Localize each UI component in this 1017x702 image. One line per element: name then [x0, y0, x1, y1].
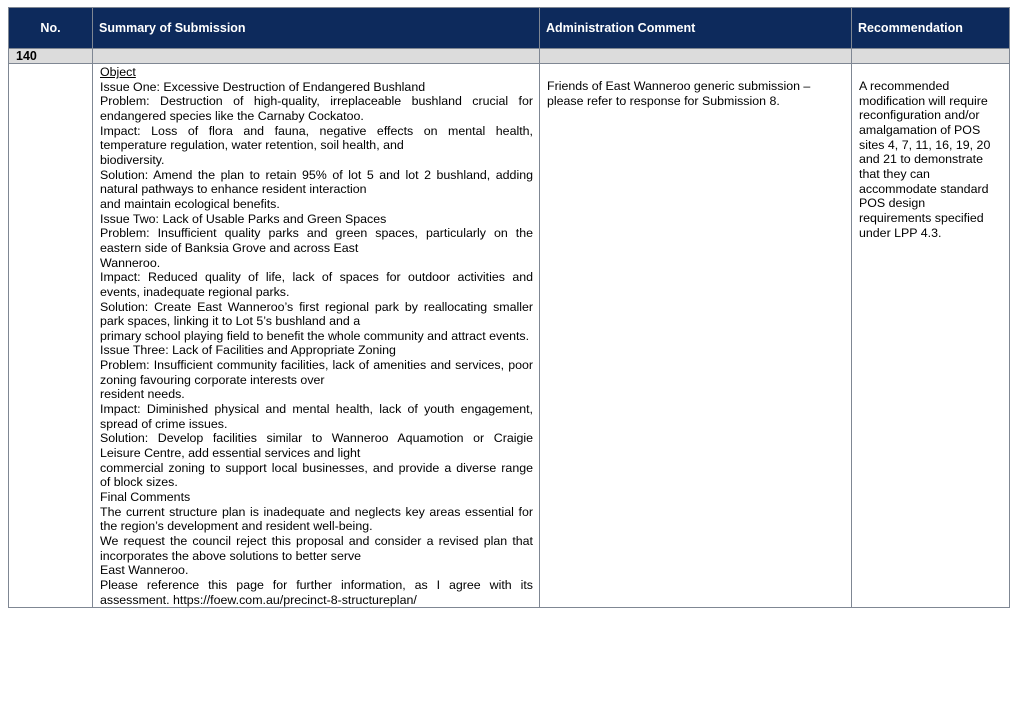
summary-line: The current structure plan is inadequate and neglects key areas essential for	[100, 504, 533, 519]
summary-line: assessment. https://foew.com.au/precinct-8-structureplan/	[100, 592, 417, 607]
no-cell	[9, 64, 93, 608]
submissions-table	[8, 7, 1010, 608]
summary-line: natural pathways to enhance resident interaction	[100, 182, 367, 197]
summary-line: Problem: Insufficient quality parks and green spaces, particularly on the	[100, 226, 533, 241]
summary-line: Issue Two: Lack of Usable Parks and Green Spaces	[100, 211, 387, 226]
recommendation-line: amalgamation of POS	[859, 122, 981, 137]
header-no: No.	[9, 8, 93, 49]
summary-line: and maintain ecological benefits.	[100, 196, 280, 211]
header-admin-comment: Administration Comment	[540, 8, 852, 49]
recommendation-line: under LPP 4.3.	[859, 225, 942, 240]
summary-line: the region’s development and resident well-being.	[100, 519, 373, 534]
summary-line: eastern side of Banksia Grove and across East	[100, 240, 359, 255]
recommendation-line: POS design	[859, 196, 926, 211]
summary-cell	[93, 64, 540, 608]
header-row	[9, 8, 1010, 49]
recommendation-line: that they can	[859, 166, 930, 181]
summary-line: Solution: Amend the plan to retain 95% of lot 5 and lot 2 bushland, adding	[100, 167, 533, 182]
summary-line: biodiversity.	[100, 152, 165, 167]
summary-line: Impact: Reduced quality of life, lack of spaces for outdoor activities and	[100, 270, 533, 285]
summary-line: Solution: Develop facilities similar to Wanneroo Aquamotion or Craigie	[100, 431, 533, 446]
summary-line: primary school playing field to benefit the whole community and attract events.	[100, 328, 530, 343]
summary-line: temperature regulation, water retention, soil health, and	[100, 138, 404, 153]
recommendation-line: A recommended	[859, 79, 950, 93]
summary-line: East Wanneroo.	[100, 563, 189, 578]
summary-line: Impact: Loss of flora and fauna, negative effects on mental health,	[100, 123, 533, 138]
header-recommendation: Recommendation	[852, 8, 1010, 49]
recommendation-line: reconfiguration and/or	[859, 108, 980, 123]
submission-number-row	[9, 49, 1010, 64]
submission-number: 140	[9, 49, 93, 64]
summary-line: incorporates the above solutions to better serve	[100, 548, 362, 563]
recommendation-cell	[852, 64, 1010, 608]
recommendation-line: and 21 to demonstrate	[859, 152, 983, 167]
summary-line: park spaces, linking it to Lot 5’s bushland and a	[100, 314, 361, 329]
recommendation-line: sites 4, 7, 11, 16, 19, 20	[859, 137, 991, 152]
summary-line: Final Comments	[100, 490, 191, 505]
summary-line: Object	[100, 65, 136, 79]
admin-comment-line: please refer to response for Submission 8.	[547, 93, 780, 108]
summary-line: Solution: Create East Wanneroo’s first regional park by reallocating smaller	[100, 299, 533, 314]
summary-line: Wanneroo.	[100, 255, 161, 270]
recommendation-line: requirements specified	[859, 210, 984, 225]
summary-line: We request the council reject this proposal and consider a revised plan that	[100, 534, 533, 548]
admin-comment-line: Friends of East Wanneroo generic submission –	[547, 79, 811, 93]
summary-line: Issue One: Excessive Destruction of Endangered Bushland	[100, 79, 426, 94]
summary-line: endangered species like the Carnaby Cockatoo.	[100, 108, 364, 123]
submission-row	[9, 64, 1010, 608]
summary-line: Problem: Destruction of high-quality, irreplaceable bushland crucial for	[100, 94, 533, 109]
admin-comment-cell	[540, 64, 852, 608]
recommendation-line: modification will require	[859, 93, 988, 108]
summary-line: Please reference this page for further information, as I agree with its	[100, 577, 533, 592]
recommendation-line: accommodate standard	[859, 181, 989, 196]
summary-line: of block sizes.	[100, 475, 178, 490]
summary-line: resident needs.	[100, 387, 185, 402]
summary-line: commercial zoning to support local businesses, and provide a diverse range	[100, 460, 533, 475]
summary-line: Issue Three: Lack of Facilities and Appropriate Zoning	[100, 343, 396, 358]
header-summary: Summary of Submission	[93, 8, 540, 49]
summary-line: events, inadequate regional parks.	[100, 284, 290, 299]
summary-line: Impact: Diminished physical and mental health, lack of youth engagement,	[100, 402, 533, 417]
summary-line: zoning favouring corporate interests over	[100, 372, 325, 387]
summary-line: Problem: Insufficient community facilities, lack of amenities and services, poor	[100, 358, 533, 373]
summary-line: Leisure Centre, add essential services and light	[100, 446, 361, 461]
summary-line: spread of crime issues.	[100, 416, 228, 431]
